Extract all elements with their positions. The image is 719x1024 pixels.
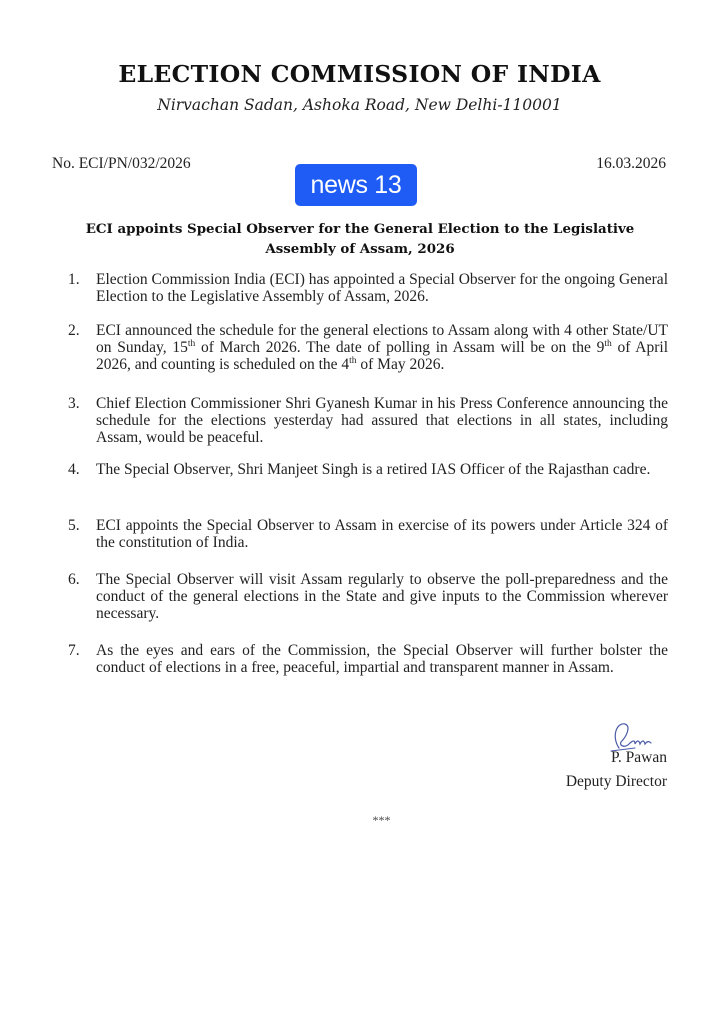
signatory-name: P. Pawan — [611, 749, 667, 766]
subject-line-2: Assembly of Assam, 2026 — [265, 241, 455, 257]
reference-number: No. ECI/PN/032/2026 — [52, 155, 191, 172]
organization-title: ELECTION COMMISSION OF INDIA — [118, 60, 601, 88]
list-item-text: The Special Observer, Shri Manjeet Singh is a retired IAS Officer of the Rajasthan cadre. — [96, 461, 651, 478]
news13-logo — [295, 164, 417, 206]
list-item-number: 4. — [68, 461, 80, 478]
list-item-number: 2. — [68, 322, 80, 339]
list-item-number: 1. — [68, 271, 80, 288]
list-item-text: As the eyes and ears of the Commission, the Special Observer will further bolster the conduct of elections in a free, peaceful, impartial and transparent manner in Assam. — [96, 642, 668, 676]
list-item-number: 7. — [68, 642, 80, 659]
end-marker: *** — [372, 813, 391, 827]
organization-address: Nirvachan Sadan, Ashoka Road, New Delhi-110001 — [157, 96, 562, 114]
signatory-designation: Deputy Director — [565, 773, 667, 790]
news13-logo-text: news 13 — [310, 170, 402, 199]
list-item-text: Chief Election Commissioner Shri Gyanesh Kumar in his Press Conference announcing the schedule for the elections yesterday had assured that elections in all states, including Assam, would be peaceful. — [96, 395, 668, 446]
list-item-text: Election Commission India (ECI) has appointed a Special Observer for the ongoing General Election to the Legislative Assembly of Assam, 2026. — [96, 271, 668, 305]
reference-date: 16.03.2026 — [596, 155, 666, 172]
list-item-number: 3. — [68, 395, 80, 412]
subject-heading — [60, 219, 660, 259]
list-item-text: The Special Observer will visit Assam regularly to observe the poll-preparedness and the conduct of the general elections in the State and give inputs to the Commission wherever necessary. — [96, 571, 668, 622]
list-item-text: ECI announced the schedule for the general elections to Assam along with 4 other State/UT on Sunday, 15th of March 2026. The date of polling in Assam will be on the 9th of April 2026, and counting is scheduled on the 4th of May 2026. — [96, 322, 669, 373]
list-item-number: 5. — [68, 517, 80, 534]
list-item-number: 6. — [68, 571, 80, 588]
list-item-text: ECI appoints the Special Observer to Assam in exercise of its powers under Article 324 of the constitution of India. — [96, 517, 668, 551]
subject-line-1: ECI appoints Special Observer for the General Election to the Legislative — [85, 221, 635, 237]
